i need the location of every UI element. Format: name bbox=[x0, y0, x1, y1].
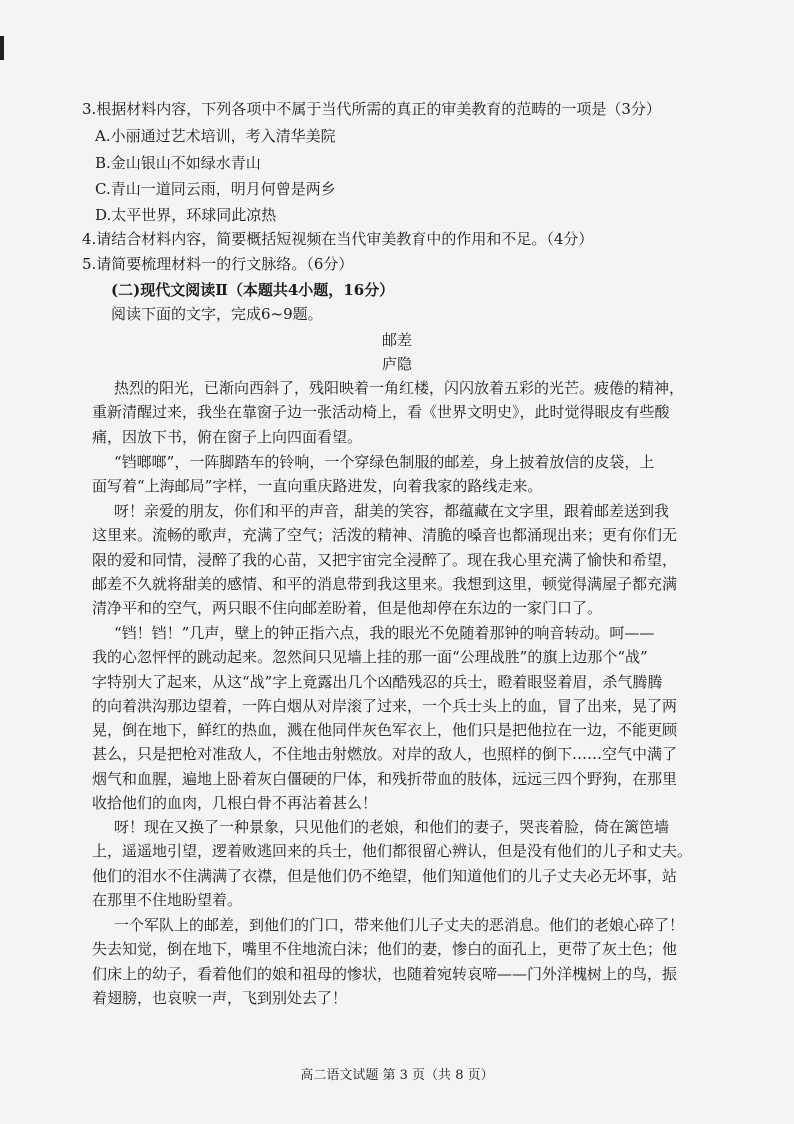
article-paragraph-6 bbox=[92, 913, 712, 1010]
text-line: 我的心忽怦怦的跳动起来。忽然间只见墙上挂的那一面“公理战胜”的旗上边那个“战” bbox=[92, 648, 648, 667]
scan-edge-mark bbox=[0, 36, 4, 60]
text-line: 在那里不住地盼望着。 bbox=[92, 890, 243, 909]
text-line: 限的爱和同情，浸醉了我的心苗，又把宇宙完全浸醉了。现在我心里充满了愉快和希望， bbox=[92, 550, 678, 569]
article-paragraph-3 bbox=[92, 499, 712, 620]
question-3-option-c: C.青山一道同云雨，明月何曾是两乡 bbox=[95, 180, 336, 198]
text-line: 晃，倒在地下，鲜红的热血，溅在他同伴灰色军衣上，他们只是把他拉在一边，不能更顾 bbox=[92, 721, 678, 740]
section-title: (二)现代文阅读Ⅱ（本题共4小题，16分） bbox=[111, 281, 395, 299]
text-line: 上，遥遥地引望，逻着败逃回来的兵士，他们都很留心辨认，但是没有他们的儿子和丈夫。 bbox=[92, 842, 693, 861]
article-paragraph-1 bbox=[92, 376, 712, 449]
text-line: 痛，因放下书，俯在窗子上向四面看望。 bbox=[92, 427, 363, 446]
question-3-option-d: D.太平世界，环球同此凉热 bbox=[95, 206, 277, 224]
article-paragraph-4 bbox=[92, 621, 712, 815]
text-line: 失去知觉，倒在地下，嘴里不住地流白沫；他们的妻，惨白的面孔上，更带了灰土色；他 bbox=[92, 940, 678, 959]
article-paragraph-2 bbox=[92, 450, 712, 499]
article-title: 邮差 bbox=[381, 331, 412, 349]
text-line: 着翅膀，也哀唳一声，飞到别处去了！ bbox=[92, 988, 348, 1007]
text-line: 甚么，只是把枪对准敌人，不住地击射燃放。对岸的敌人，也照样的倒下……空气中满了 bbox=[92, 745, 678, 764]
text-line: 他们的泪水不住满满了衣襟，但是他们仍不绝望，他们知道他们的儿子丈夫必无坏事，站 bbox=[92, 866, 678, 885]
question-3-stem: 3.根据材料内容，下列各项中不属于当代所需的真正的审美教育的范畴的一项是（3分） bbox=[82, 100, 661, 118]
page-footer: 高二语文试题 第 3 页（共 8 页） bbox=[300, 1068, 494, 1083]
section-instruction: 阅读下面的文字，完成6~9题。 bbox=[111, 305, 323, 323]
text-line: 的向着洪沟那边望着，一阵白烟从对岸滚了过来，一个兵士头上的血，冒了出来，晃了两 bbox=[92, 696, 678, 715]
text-line: 字特别大了起来，从这“战”字上竟露出几个凶酷残忍的兵士，瞪着眼竖着眉，杀气腾腾 bbox=[92, 672, 663, 691]
text-line: 重新清醒过来，我坐在靠窗子边一张活动椅上，看《世界文明史》，此时觉得眼皮有些酸 bbox=[92, 403, 670, 422]
text-line: 呀！现在又换了一种景象，只见他们的老娘，和他们的妻子，哭丧着脸，倚在篱笆墙 bbox=[114, 818, 670, 836]
text-line: 清净平和的空气，两只眼不住向邮差盼着，但是他却停在东边的一家门口了。 bbox=[92, 599, 603, 618]
text-line: “铛啷啷”，一阵脚踏车的铃响，一个穿绿色制服的邮差，身上披着放信的皮袋，上 bbox=[114, 453, 655, 471]
question-4: 4.请结合材料内容，简要概括短视频在当代审美教育中的作用和不足。（4分） bbox=[82, 230, 594, 248]
text-line: “铛！铛！”几声，壁上的钟正指六点，我的眼光不免随着那钟的响音转动。呵—— bbox=[114, 624, 655, 642]
text-line: 这里来。流畅的歌声，充满了空气；活泼的精神、清脆的嗓音也都涌现出来；更有你们无 bbox=[92, 526, 678, 545]
article-author: 庐隐 bbox=[381, 355, 412, 373]
question-5: 5.请简要梳理材料一的行文脉络。（6分） bbox=[82, 255, 354, 273]
question-3-option-a: A.小丽通过艺术培训，考入清华美院 bbox=[95, 127, 336, 145]
text-line: 烟气和血腥，遍地上卧着灰白僵硬的尸体，和残折带血的肢体，远远三四个野狗，在那里 bbox=[92, 769, 678, 788]
text-line: 面写着“上海邮局”字样，一直向重庆路进发，向着我家的路线走来。 bbox=[92, 477, 543, 496]
question-3-option-b: B.金山银山不如绿水青山 bbox=[95, 154, 261, 172]
text-line: 收拾他们的血肉，几根白骨不再沾着甚么！ bbox=[92, 794, 378, 813]
text-line: 邮差不久就将甜美的感情、和平的消息带到我这里来。我想到这里，顿觉得满屋子都充满 bbox=[92, 574, 678, 593]
text-line: 们床上的幼子，看着他们的娘和祖母的惨状，也随着宛转哀啼——门外洋槐树上的鸟，振 bbox=[92, 964, 678, 983]
text-line: 呀！亲爱的朋友，你们和平的声音，甜美的笑容，都蕴藏在文字里，跟着邮差送到我 bbox=[114, 502, 670, 520]
article-paragraph-5 bbox=[92, 815, 712, 912]
text-line: 一个军队上的邮差，到他们的门口，带来他们儿子丈夫的恶消息。他们的老娘心碎了！ bbox=[114, 916, 685, 934]
text-line: 热烈的阳光，已渐向西斜了，残阳映着一角红楼，闪闪放着五彩的光芒。疲倦的精神， bbox=[114, 379, 685, 397]
